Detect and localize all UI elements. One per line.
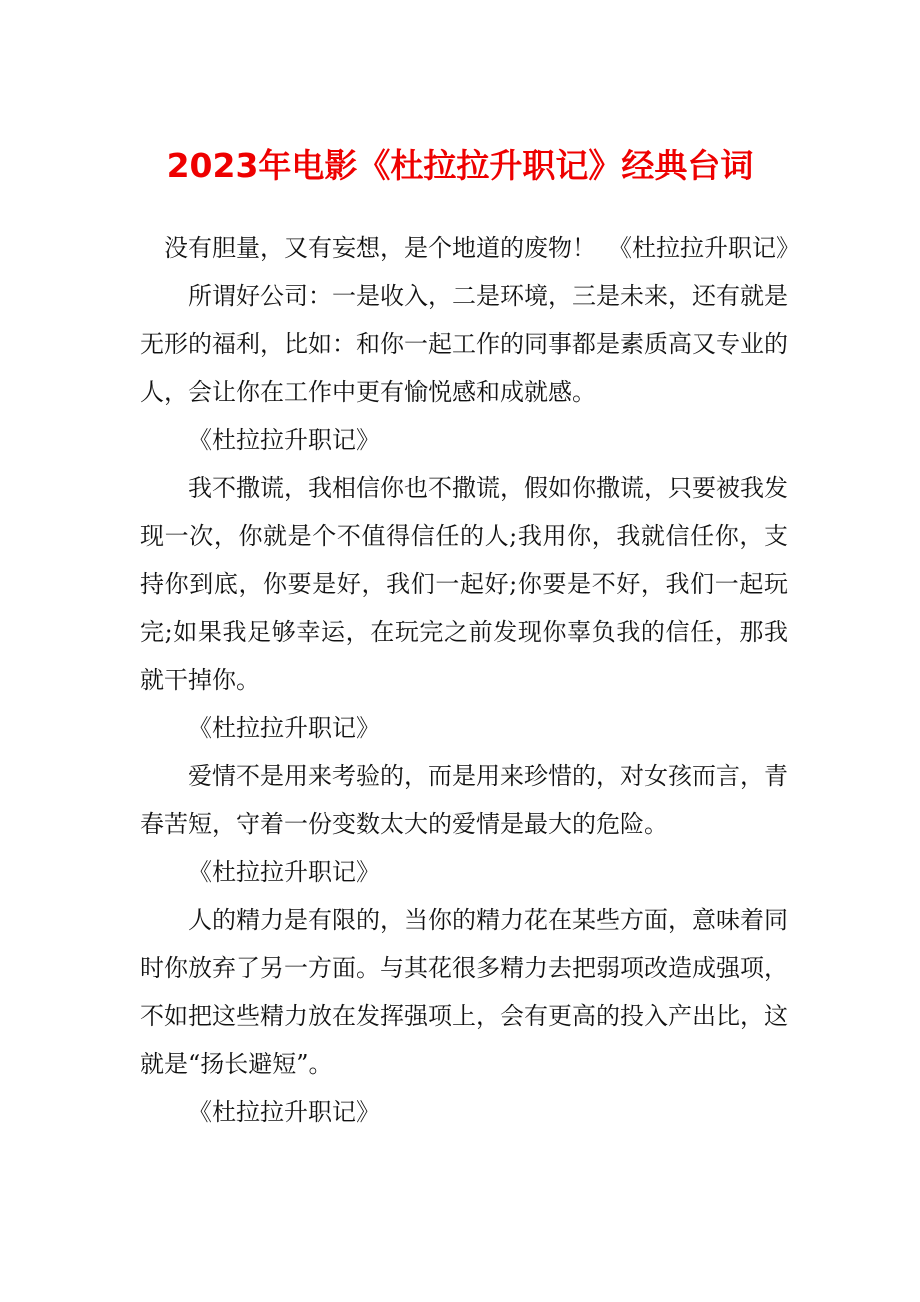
paragraph-quote-4: 爱情不是用来考验的，而是用来珍惜的，对女孩而言，青春苦短，守着一份变数太大的爱情是最大的危险。 <box>140 762 788 838</box>
paragraph-source-3: 《杜拉拉升职记》 <box>188 714 380 742</box>
paragraph-quote-3: 我不撒谎，我相信你也不撒谎，假如你撒谎，只要被我发现一次，你就是个不值得信任的人;我用你，我就信任你，支持你到底，你要是好，我们一起好;你要是不好，我们一起玩完;如果我足够幸运，在玩完之前发现你辜负我的信任，那我就干掉你。 <box>140 474 788 694</box>
paragraph-source-2: 《杜拉拉升职记》 <box>188 426 380 454</box>
document-title: 2023年电影《杜拉拉升职记》经典台词 <box>166 146 754 185</box>
paragraph-quote-1: 没有胆量，又有妄想，是个地道的废物！ 《杜拉拉升职记》 <box>164 234 800 262</box>
paragraph-source-5: 《杜拉拉升职记》 <box>188 1098 380 1126</box>
paragraph-quote-5: 人的精力是有限的，当你的精力花在某些方面，意味着同时你放弃了另一方面。与其花很多精力去把弱项改造成强项，不如把这些精力放在发挥强项上，会有更高的投入产出比，这就是“扬长避短”。 <box>140 906 788 1078</box>
document-body <box>140 224 800 1136</box>
paragraph-quote-2: 所谓好公司：一是收入，二是环境，三是未来，还有就是无形的福利，比如：和你一起工作的同事都是素质高又专业的人，会让你在工作中更有愉悦感和成就感。 <box>140 282 788 406</box>
paragraph-source-4: 《杜拉拉升职记》 <box>188 858 380 886</box>
